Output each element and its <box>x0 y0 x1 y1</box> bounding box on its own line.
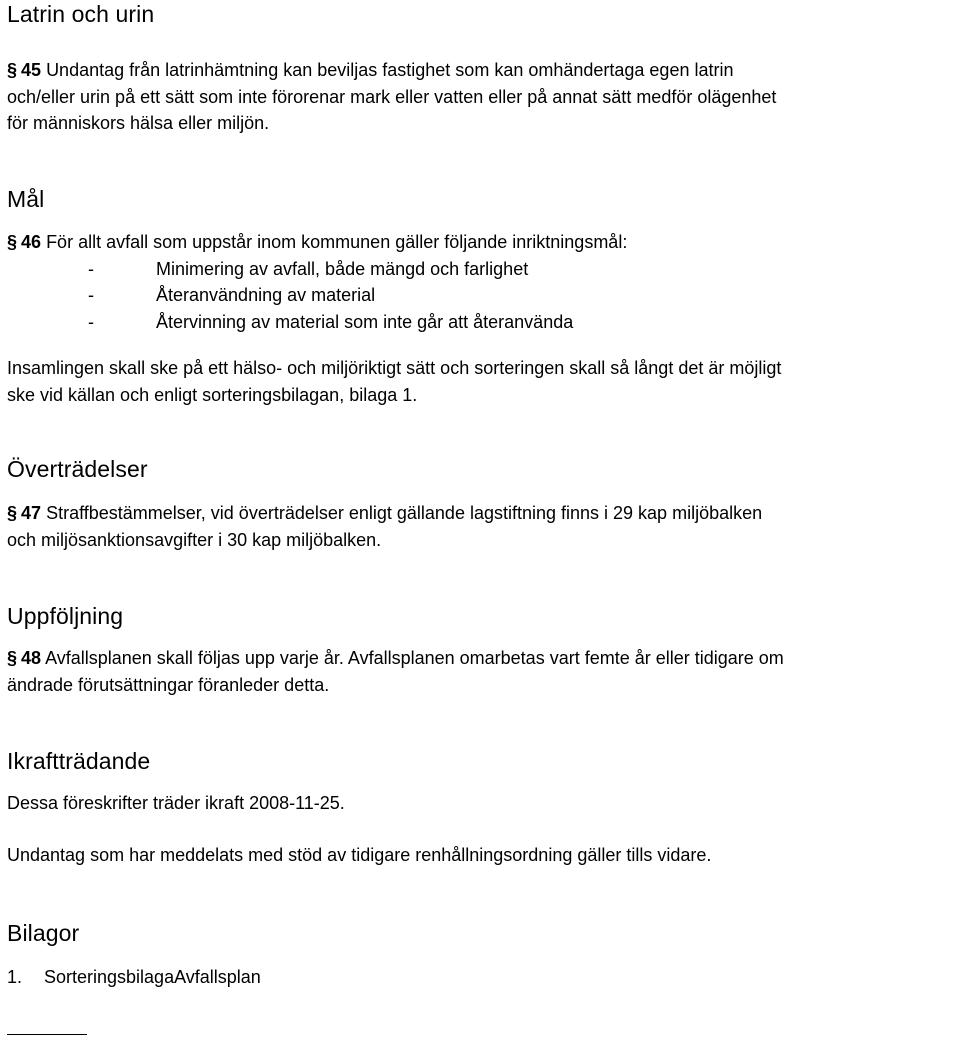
paragraph-text: Avfallsplanen skall följas upp varje år. Avfallsplanen omarbetas vart femte år eller tidigare om <box>45 648 784 668</box>
paragraph-sign: § <box>7 503 18 523</box>
list-item-text: Minimering av avfall, både mängd och farlighet <box>156 258 529 279</box>
paragraph-48-line2: ändrade förutsättningar föranleder detta. <box>7 674 330 695</box>
paragraph-48-line1 <box>7 645 957 672</box>
paragraph-45-line3: för människors hälsa eller miljön. <box>7 113 270 133</box>
heading-mal: Mål <box>7 186 45 212</box>
attachments-list <box>7 964 957 991</box>
heading-overtradelser: Överträdelser <box>7 456 148 482</box>
paragraph-45-line2: och/eller urin på ett sätt som inte förorenar mark eller vatten eller på annat sätt medför olägenhet <box>7 86 777 107</box>
list-marker: - <box>88 285 94 305</box>
paragraph-46 <box>7 229 957 335</box>
paragraph-sign: § <box>7 232 18 252</box>
list-item <box>7 964 957 991</box>
attachment-text: SorteringsbilagaAvfallsplan <box>44 967 261 987</box>
collection-paragraph <box>7 355 957 408</box>
paragraph-sign: § <box>7 60 18 80</box>
effective-date-text: Dessa föreskrifter träder ikraft 2008-11-25. <box>7 793 345 813</box>
heading-ikrafttradande: Ikraftträdande <box>7 748 151 774</box>
paragraph-sign: § <box>7 648 18 668</box>
heading-bilagor: Bilagor <box>7 920 80 946</box>
paragraph-number: 47 <box>21 503 42 523</box>
list-marker: - <box>88 311 94 332</box>
paragraph-47 <box>7 500 957 553</box>
collection-line1: Insamlingen skall ske på ett hälso- och miljöriktigt sätt och sorteringen skall så långt det är möjligt <box>7 358 782 378</box>
paragraph-48 <box>7 645 957 698</box>
list-item-text: Återvinning av material som inte går att återanvända <box>156 311 574 332</box>
list-item <box>7 309 957 336</box>
paragraph-number: 48 <box>21 648 42 668</box>
paragraph-text: Straffbestämmelser, vid överträdelser enligt gällande lagstiftning finns i 29 kap miljöbalken <box>46 503 763 523</box>
exemption-text: Undantag som har meddelats med stöd av tidigare renhållningsordning gäller tills vidare. <box>7 845 712 865</box>
heading-latrin-och-urin: Latrin och urin <box>7 1 155 27</box>
paragraph-text: Undantag från latrinhämtning kan beviljas fastighet som kan omhändertaga egen latrin <box>46 60 734 80</box>
heading-uppfoljning: Uppföljning <box>7 603 124 629</box>
paragraph-number: 45 <box>21 60 42 80</box>
collection-line2: ske vid källan och enligt sorteringsbilagan, bilaga 1. <box>7 384 418 405</box>
paragraph-47-line2: och miljösanktionsavgifter i 30 kap miljöbalken. <box>7 529 382 550</box>
paragraph-46-lead <box>7 229 957 256</box>
list-item <box>7 282 957 309</box>
list-marker: - <box>88 258 94 279</box>
footnote-separator <box>7 1034 87 1035</box>
paragraph-47-line1 <box>7 500 957 527</box>
paragraph-number: 46 <box>21 232 42 252</box>
goal-list <box>7 256 957 336</box>
list-item <box>7 256 957 283</box>
list-marker: 1. <box>7 967 23 987</box>
paragraph-45-line1 <box>7 57 957 84</box>
paragraph-text: För allt avfall som uppstår inom kommunen gäller följande inriktningsmål: <box>46 232 628 252</box>
paragraph-45 <box>7 57 957 137</box>
list-item-text: Återanvändning av material <box>156 285 376 305</box>
